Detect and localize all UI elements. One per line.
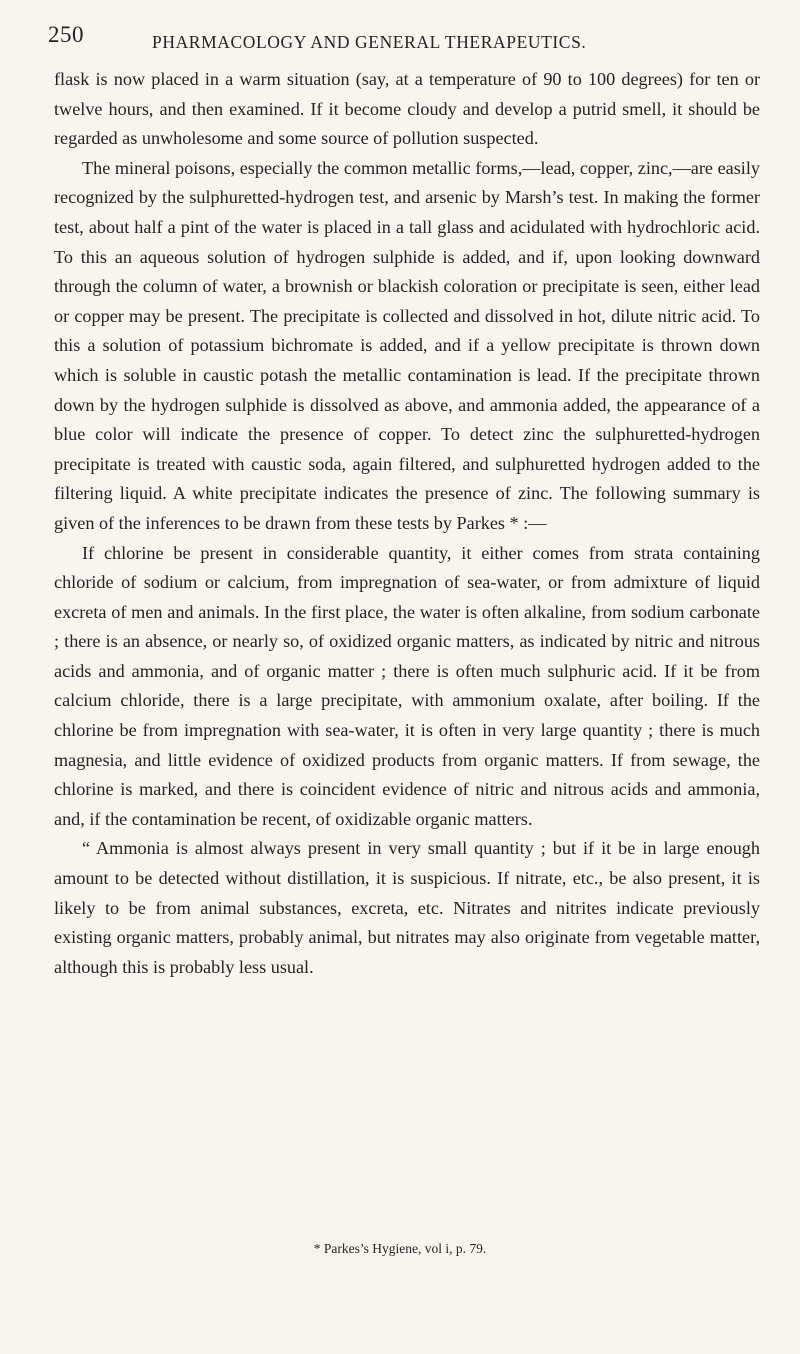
page-number: 250 [48,22,84,47]
paragraph-continued: flask is now placed in a warm situation (say, at a temperature of 90 to 100 degrees) for ten or twelve hours, and then examined. If it become cloudy and develop a putrid smell, it should be regarded as unwholesome and some source of pollution suspected. [54,69,760,149]
paragraph-mineral-poisons: The mineral poisons, especially the common metallic forms,—lead, copper, zinc,—are easily recognized by the sulphuretted-hydrogen test, and arsenic by Marsh’s test. In making the former test, about half a pint of the water is placed in a tall glass and acidulated with hydrochloric acid. To this an aqueous solution of hydrogen sulphide is added, and if, upon looking downward through the column of water, a brownish or blackish coloration or precipitate is seen, either lead or copper may be present. The precipitate is collected and dissolved in hot, dilute nitric acid. To this a solution of potassium bichromate is added, and if a yellow precipitate is thrown down which is soluble in caustic potash the metallic contamination is lead. If the precipitate thrown down by the hydrogen sulphide is dissolved as above, and ammonia added, the appearance of a blue color will indicate the presence of copper. To detect zinc the sulphuretted-hydrogen precipitate is treated with caustic soda, again filtered, and sulphuretted hydrogen added to the filtering liquid. A white precipitate indicates the presence of zinc. The following summary is given of the inferences to be drawn from these tests by Parkes * :— [54,157,760,533]
running-title: PHARMACOLOGY AND GENERAL THERAPEUTICS. [152,32,587,52]
footnote: * Parkes’s Hygiene, vol i, p. 79. [313,1241,487,1256]
paragraph-chlorine: If chlorine be present in considerable quantity, it either comes from strata containing chloride of sodium or calcium, from impregnation of sea-water, or from admixture of liquid excreta of men and animals. In the first place, the water is often alkaline, from sodium carbonate ; there is an absence, or nearly so, of oxidized organic matters, as indicated by nitric and nitrous acids and ammonia, and of organic matter ; there is often much sulphuric acid. If it be from calcium chloride, there is a large precipitate, with ammonium oxalate, after boiling. If the chlorine be from impregnation with sea-water, it is often in very large quantity ; there is much magnesia, and little evidence of oxidized products from organic matters. If from sewage, the chlorine is marked, and there is coincident evidence of nitric and nitrous acids and ammonia, and, if the contamination be recent, of oxidizable organic matters. [54,542,760,829]
paragraph-ammonia: “ Ammonia is almost always present in very small quantity ; but if it be in large enough amount to be detected without distillation, it is suspicious. If nitrate, etc., be also present, it is likely to be from animal substances, excreta, etc. Nitrates and nitrites indicate previously existing organic matters, probably animal, but nitrates may also originate from vegetable matter, although this is probably less usual. [54,838,760,977]
body-text [54,65,760,982]
